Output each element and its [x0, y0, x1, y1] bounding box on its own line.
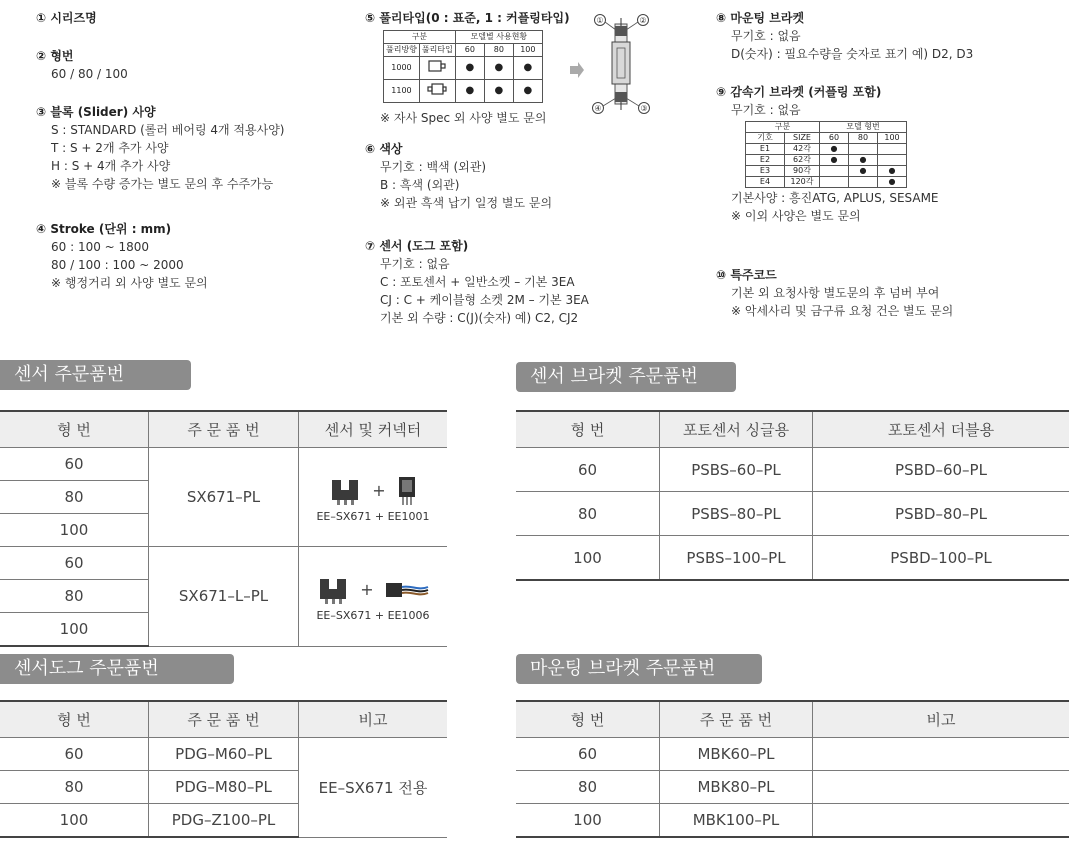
- section-line: 무기호 : 백색 (외관): [380, 160, 486, 174]
- color-section: [365, 140, 552, 212]
- table-cell: 100: [516, 536, 660, 581]
- table-cell: PDG–M60–PL: [149, 738, 299, 771]
- table-cell: ●: [849, 155, 878, 166]
- table-cell: ●: [455, 80, 484, 103]
- table-cell: [820, 177, 849, 188]
- table-cell: [878, 144, 907, 155]
- section-line: ※ 이외 사양은 별도 문의: [731, 209, 861, 223]
- table-cell: 120각: [785, 177, 820, 188]
- table-cell: ●: [484, 57, 513, 80]
- pulley-icon: [419, 57, 455, 80]
- section-line: 무기호 : 없음: [380, 257, 450, 271]
- plus-sign: +: [360, 580, 374, 600]
- table-cell: 1100: [384, 80, 420, 103]
- table-cell: 42각: [785, 144, 820, 155]
- section-line: S : STANDARD (롤러 베어링 4개 적용사양): [51, 123, 285, 137]
- table-header: 모델 형번: [820, 122, 907, 133]
- table-cell: 80: [516, 492, 660, 536]
- sensor-dog-order-title: 센서도그 주문품번: [0, 654, 234, 684]
- table-header: 형 번: [0, 411, 149, 448]
- section-line: ※ 블록 수량 증가는 별도 문의 후 수주가능: [51, 177, 274, 191]
- table-cell: ●: [513, 57, 542, 80]
- table-cell: E1: [746, 144, 785, 155]
- table-cell: 80: [516, 771, 660, 804]
- section-title: ② 형번: [36, 49, 74, 63]
- table-cell: 62각: [785, 155, 820, 166]
- sensor-connector-cell: [299, 448, 448, 547]
- table-header: SIZE: [785, 133, 820, 144]
- block-spec-section: [36, 103, 284, 193]
- section-line: ※ 행정거리 외 사양 별도 문의: [51, 276, 208, 290]
- table-header: 센서 및 커넥터: [299, 411, 448, 448]
- table-row: [516, 448, 1069, 492]
- sensor-order-table: [0, 410, 447, 647]
- table-cell: 1000: [384, 57, 420, 80]
- table-cell: PSBS–100–PL: [660, 536, 813, 581]
- table-header: 구분: [746, 122, 820, 133]
- section-line: 기본사양 : 흥진ATG, APLUS, SESAME: [731, 191, 939, 205]
- section-line: CJ : C + 케이블형 소켓 2M – 기본 3EA: [380, 293, 589, 307]
- table-cell: 60: [0, 738, 149, 771]
- table-row: [746, 155, 907, 166]
- special-code-section: [716, 266, 953, 320]
- table-cell: SX671–L–PL: [149, 547, 299, 647]
- table-cell: 60: [0, 448, 149, 481]
- photo-sensor-icon: [328, 476, 362, 506]
- svg-text:①: ①: [596, 16, 604, 25]
- svg-text:②: ②: [639, 16, 647, 25]
- table-row: [384, 57, 543, 80]
- table-cell: ●: [820, 155, 849, 166]
- section-line: 기본 외 수량 : C(J)(숫자) 예) C2, CJ2: [380, 311, 579, 325]
- section-line: T : S + 2개 추가 사양: [51, 141, 169, 155]
- table-cell: 90각: [785, 166, 820, 177]
- section-title: ③ 블록 (Slider) 사양: [36, 105, 156, 119]
- table-header: 100: [513, 44, 542, 57]
- section-line: 무기호 : 없음: [731, 103, 801, 117]
- table-row: [516, 492, 1069, 536]
- table-cell: PDG–Z100–PL: [149, 804, 299, 838]
- section-line: 80 / 100 : 100 ~ 2000: [51, 258, 184, 272]
- section-title: ⑤ 풀리타입(0 : 표준, 1 : 커플링타입): [365, 11, 570, 25]
- sensor-dog-order-table: [0, 700, 447, 838]
- table-cell: EE–SX671 전용: [299, 738, 448, 838]
- section-line: 기본 외 요청사항 별도문의 후 넘버 부여: [731, 286, 940, 300]
- table-cell: [849, 144, 878, 155]
- table-cell: PSBS–60–PL: [660, 448, 813, 492]
- table-cell: MBK80–PL: [660, 771, 813, 804]
- section-title: ⑥ 색상: [365, 142, 403, 156]
- svg-text:③: ③: [640, 104, 648, 113]
- cable-connector-icon: [384, 577, 430, 603]
- table-header: 주 문 품 번: [149, 701, 299, 738]
- section-title: ⑨ 감속기 브라켓 (커플링 포함): [716, 85, 882, 99]
- pulley-table: [383, 30, 543, 103]
- table-cell: 80: [0, 771, 149, 804]
- table-cell: 80: [0, 580, 149, 613]
- mounting-bracket-order-table: [516, 700, 1069, 838]
- table-cell: 60: [0, 547, 149, 580]
- table-cell: ●: [820, 144, 849, 155]
- table-cell: 100: [516, 804, 660, 838]
- sensor-bracket-order-title: 센서 브라켓 주문품번: [516, 362, 736, 392]
- arrow-right-icon: [570, 62, 584, 78]
- sensor-bracket-order-table: [516, 410, 1069, 581]
- coupling-pulley-icon: [419, 80, 455, 103]
- series-name-section: [36, 9, 97, 27]
- section-title: ⑧ 마운팅 브라켓: [716, 11, 805, 25]
- table-header: 주 문 품 번: [660, 701, 813, 738]
- table-cell: SX671–PL: [149, 448, 299, 547]
- section-line: D(숫자) : 필요수량을 숫자로 표기 예) D2, D3: [731, 47, 974, 61]
- table-cell: E4: [746, 177, 785, 188]
- mounting-bracket-order-title: 마운팅 브라켓 주문품번: [516, 654, 762, 684]
- section-line: 60 : 100 ~ 1800: [51, 240, 150, 254]
- section-title: ⑩ 특주코드: [716, 268, 777, 282]
- table-row: [0, 738, 447, 771]
- table-cell: ●: [513, 80, 542, 103]
- table-header: 100: [878, 133, 907, 144]
- table-row: [746, 166, 907, 177]
- table-cell: E2: [746, 155, 785, 166]
- connector-icon: [396, 475, 418, 507]
- table-header: 주 문 품 번: [149, 411, 299, 448]
- section-line: H : S + 4개 추가 사양: [51, 159, 171, 173]
- table-row: [516, 738, 1069, 771]
- pulley-type-section: [365, 9, 570, 127]
- sensor-section: [365, 237, 589, 327]
- table-cell: MBK100–PL: [660, 804, 813, 838]
- table-cell: [813, 738, 1069, 771]
- reducer-table: [745, 121, 907, 188]
- table-header: 포토센서 싱글용: [660, 411, 813, 448]
- table-cell: 60: [516, 738, 660, 771]
- table-cell: 80: [0, 481, 149, 514]
- svg-text:④: ④: [594, 104, 602, 113]
- table-header: 60: [820, 133, 849, 144]
- table-row: [746, 177, 907, 188]
- table-cell: ●: [878, 177, 907, 188]
- table-header: 60: [455, 44, 484, 57]
- reducer-bracket-section: [716, 83, 939, 225]
- table-cell: ●: [849, 166, 878, 177]
- sensor-caption: EE–SX671 + EE1006: [316, 608, 430, 622]
- table-row: [0, 547, 447, 580]
- table-cell: [878, 155, 907, 166]
- table-header: 형 번: [516, 411, 660, 448]
- table-row: [0, 448, 447, 481]
- table-header: 구분: [384, 31, 456, 44]
- table-header: 형 번: [516, 701, 660, 738]
- table-header: 80: [484, 44, 513, 57]
- table-cell: E3: [746, 166, 785, 177]
- table-header: 풀리방향: [384, 44, 420, 57]
- table-cell: [813, 771, 1069, 804]
- table-header: 포토센서 더블용: [813, 411, 1069, 448]
- table-cell: 60: [516, 448, 660, 492]
- table-cell: ●: [455, 57, 484, 80]
- section-title: ⑦ 센서 (도그 포함): [365, 239, 469, 253]
- mounting-bracket-section: [716, 9, 973, 63]
- plus-sign: +: [372, 481, 386, 500]
- table-header: 풀리타입: [419, 44, 455, 57]
- table-cell: PDG–M80–PL: [149, 771, 299, 804]
- table-header: 80: [849, 133, 878, 144]
- table-cell: PSBD–80–PL: [813, 492, 1069, 536]
- section-line: 무기호 : 없음: [731, 29, 801, 43]
- pulley-diagram: [568, 10, 658, 120]
- section-note: ※ 자사 Spec 외 사양 별도 문의: [380, 111, 547, 125]
- table-header: 모델별 사용현황: [455, 31, 542, 44]
- table-header: 형 번: [0, 701, 149, 738]
- sensor-connector-cell: [299, 547, 448, 647]
- table-cell: PSBS–80–PL: [660, 492, 813, 536]
- section-line: C : 포토센서 + 일반소켓 – 기본 3EA: [380, 275, 575, 289]
- section-line: ※ 외관 흑색 납기 일정 별도 문의: [380, 196, 553, 210]
- model-section: [36, 47, 128, 83]
- table-row: [384, 80, 543, 103]
- table-cell: 100: [0, 514, 149, 547]
- stroke-section: [36, 220, 208, 292]
- table-header: 비고: [299, 701, 448, 738]
- section-line: 60 / 80 / 100: [51, 67, 128, 81]
- section-line: ※ 악세사리 및 금구류 요청 건은 별도 문의: [731, 304, 954, 318]
- sensor-caption: EE–SX671 + EE1001: [316, 509, 430, 523]
- table-cell: [820, 166, 849, 177]
- table-cell: [849, 177, 878, 188]
- table-cell: MBK60–PL: [660, 738, 813, 771]
- photo-sensor-icon: [316, 575, 350, 605]
- table-cell: PSBD–60–PL: [813, 448, 1069, 492]
- table-cell: 100: [0, 613, 149, 647]
- section-title: ④ Stroke (단위 : mm): [36, 222, 172, 236]
- sensor-order-title: 센서 주문품번: [0, 360, 191, 390]
- table-cell: 100: [0, 804, 149, 838]
- table-row: [516, 536, 1069, 581]
- table-cell: ●: [484, 80, 513, 103]
- table-header: 비고: [813, 701, 1069, 738]
- table-cell: [813, 804, 1069, 838]
- table-row: [746, 144, 907, 155]
- section-line: B : 흑색 (외관): [380, 178, 460, 192]
- table-header: 기호: [746, 133, 785, 144]
- section-title: ① 시리즈명: [36, 11, 97, 25]
- table-cell: PSBD–100–PL: [813, 536, 1069, 581]
- table-row: [516, 804, 1069, 838]
- table-cell: ●: [878, 166, 907, 177]
- table-row: [516, 771, 1069, 804]
